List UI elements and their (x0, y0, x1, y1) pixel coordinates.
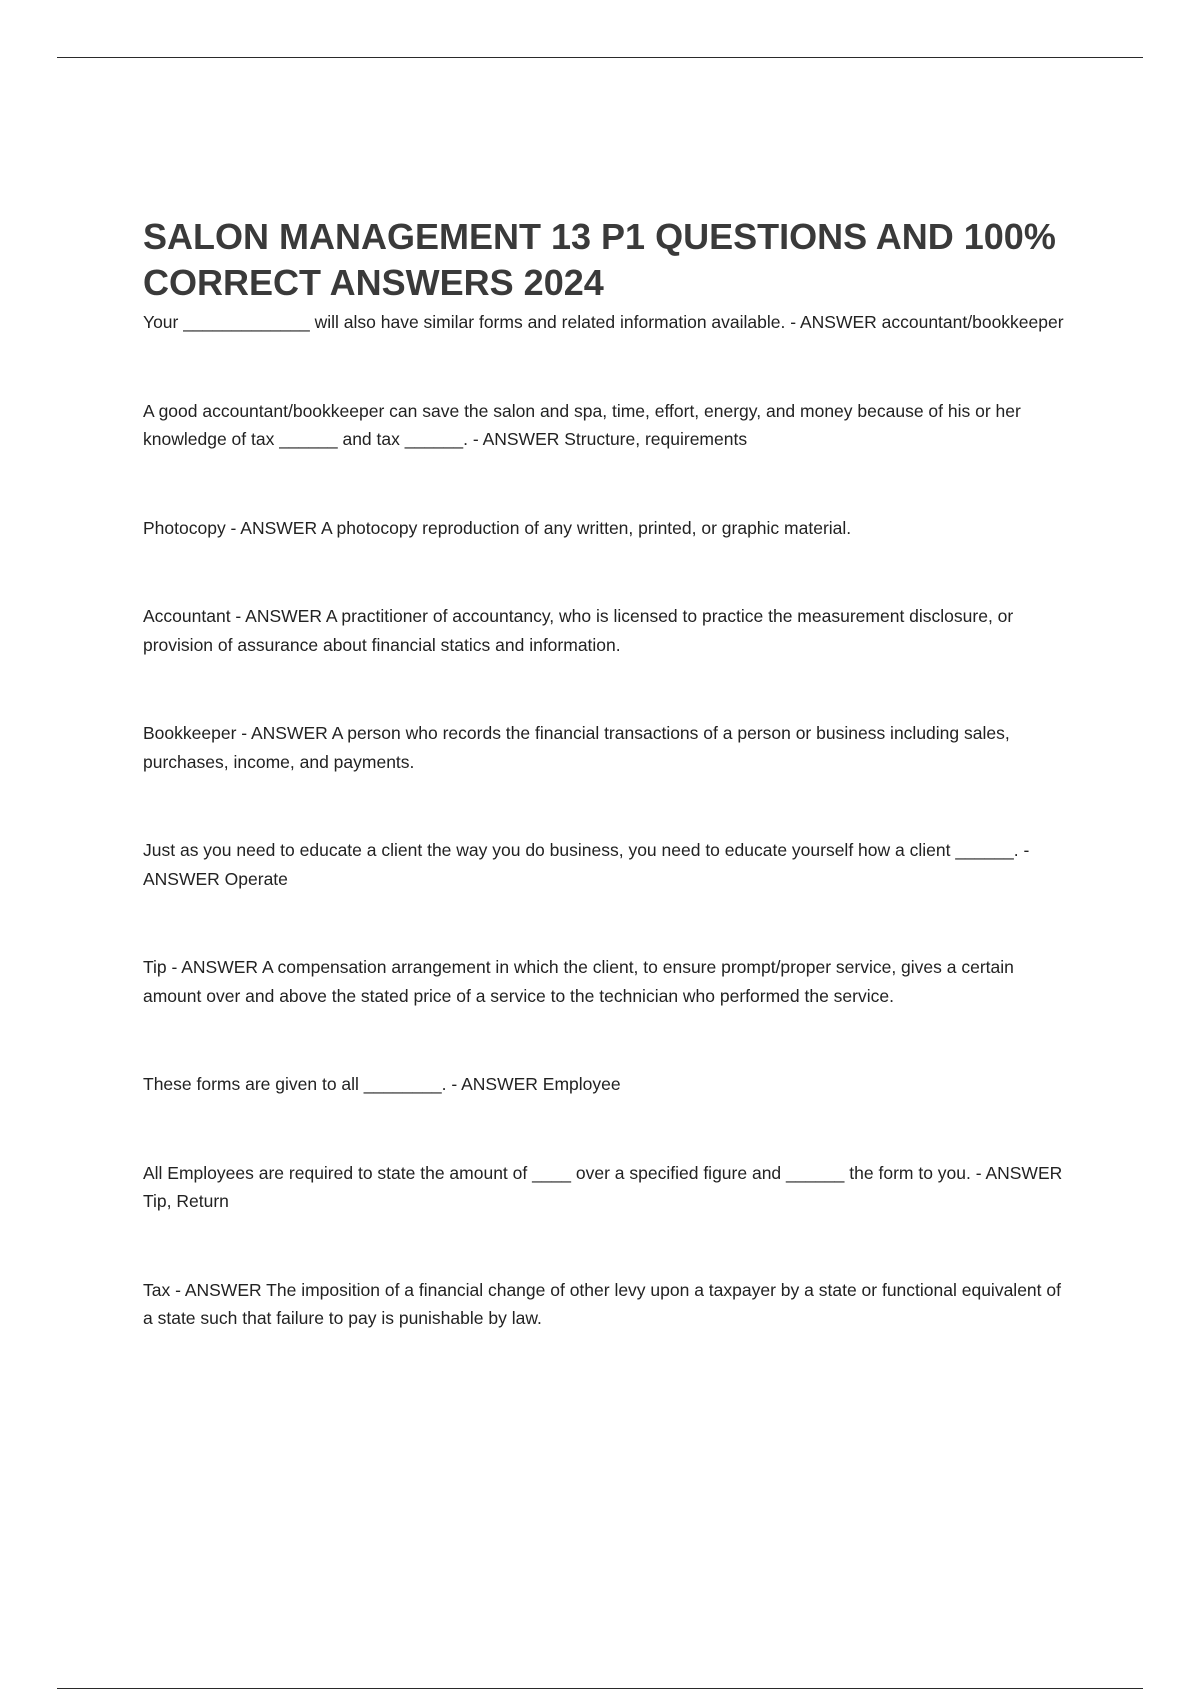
qa-item: A good accountant/bookkeeper can save the salon and spa, time, effort, energy, and money because of his or her knowledge of tax ______ and tax ______. - ANSWER Structure, requirements (143, 400, 1021, 449)
top-divider (57, 57, 1143, 58)
qa-item: These forms are given to all ________. - ANSWER Employee (143, 1074, 621, 1094)
qa-item: Tip - ANSWER A compensation arrangement in which the client, to ensure prompt/proper service, gives a certain amount over and above the stated price of a service to the technician who performed the service. (143, 957, 1014, 1006)
qa-item: Bookkeeper - ANSWER A person who records the financial transactions of a person or business including sales, purchases, income, and payments. (143, 723, 1010, 772)
qa-item: All Employees are required to state the amount of ____ over a specified figure and ______ the form to you. - ANSWER Tip, Return (143, 1162, 1063, 1211)
qa-item: Just as you need to educate a client the way you do business, you need to educate yourself how a client ______. - ANSWER Operate (143, 840, 1030, 889)
document-title: SALON MANAGEMENT 13 P1 QUESTIONS AND 100% CORRECT ANSWERS 2024 (143, 216, 1056, 303)
qa-item: Photocopy - ANSWER A photocopy reproduction of any written, printed, or graphic material. (143, 517, 852, 538)
document-body (143, 214, 1073, 1333)
bottom-divider (57, 1688, 1143, 1689)
qa-item: Accountant - ANSWER A practitioner of accountancy, who is licensed to practice the measurement disclosure, or provision of assurance about financial statics and information. (143, 606, 1014, 655)
qa-item: Tax - ANSWER The imposition of a financial change of other levy upon a taxpayer by a state or functional equivalent of a state such that failure to pay is punishable by law. (143, 1279, 1061, 1328)
qa-item: Your _____________ will also have similar forms and related information available. - ANSWER accountant/bookkeeper (143, 312, 1064, 332)
